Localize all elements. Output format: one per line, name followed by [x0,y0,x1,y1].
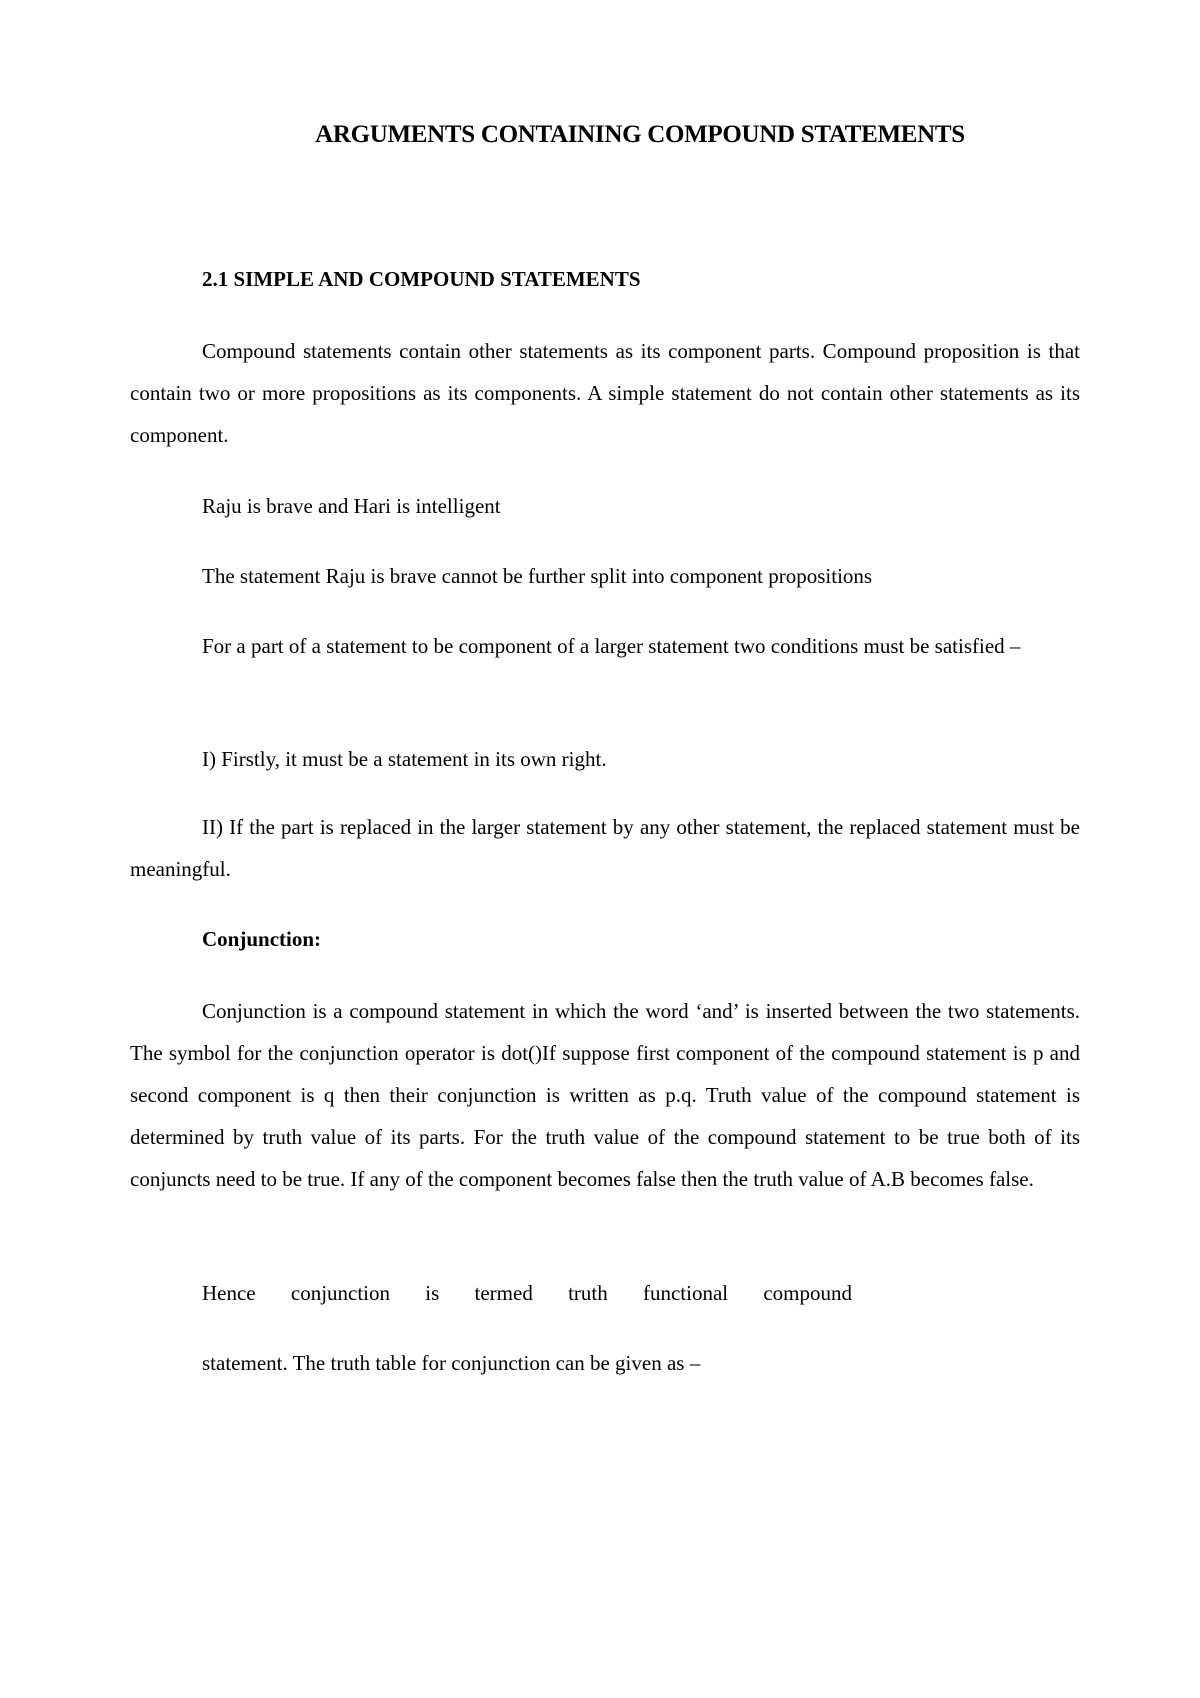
paragraph-compound-definition: Compound statements contain other statements as its component parts. Compound proposition is that contain two or more propositions as its components. A simple statement do not contain other statements as its component. [130,339,1080,447]
paragraph-simple-note: The statement Raju is brave cannot be further split into component propositions [202,564,873,588]
section-heading: 2.1 SIMPLE AND COMPOUND STATEMENTS [202,267,641,291]
hence-word: compound [763,1281,852,1305]
hence-word: functional [642,1281,729,1305]
hence-word: is [425,1281,440,1305]
paragraph-conditions-intro: For a part of a statement to be component of a larger statement two conditions must be satisfied – [202,634,1021,658]
paragraph-hence-line [202,1281,852,1306]
paragraph-conjunction-definition: Conjunction is a compound statement in which the word ‘and’ is inserted between the two statements. The symbol for the conjunction operator is dot()If suppose first component of the compound statement is p and second component is q then their conjunction is written as p.q. Truth value of the compound statement is determined by truth value of its parts. For the truth value of the compound statement to be true both of its conjuncts need to be true. If any of the component becomes false then the truth value of A.B becomes false. [130,999,1080,1191]
paragraph-truth-table-intro: statement. The truth table for conjunction can be given as – [202,1351,701,1375]
paragraph-condition-2: II) If the part is replaced in the larger statement by any other statement, the replaced statement must be meaningful. [130,815,1080,881]
conjunction-heading: Conjunction: [202,927,322,951]
hence-word: Hence [202,1281,256,1305]
hence-word: truth [568,1281,608,1305]
document-title: ARGUMENTS CONTAINING COMPOUND STATEMENTS [315,121,965,148]
hence-word: conjunction [290,1281,391,1305]
paragraph-condition-1: I) Firstly, it must be a statement in its own right. [202,747,607,771]
hence-word: termed [474,1281,533,1305]
paragraph-example: Raju is brave and Hari is intelligent [202,494,501,518]
